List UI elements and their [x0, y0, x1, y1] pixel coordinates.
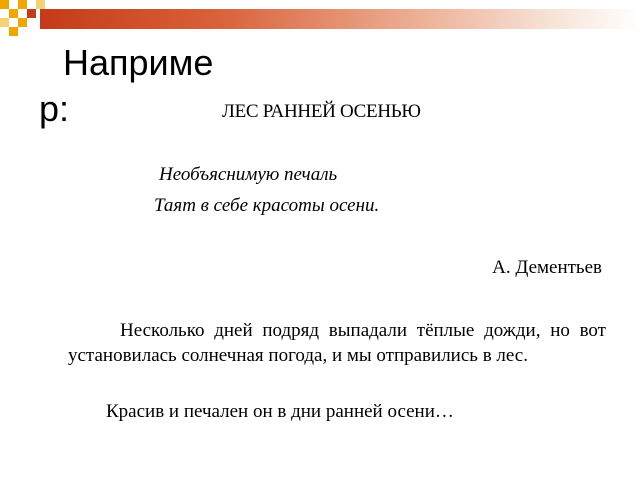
- header-gradient-bar: [40, 9, 640, 29]
- decor-square: [18, 0, 27, 9]
- epigraph-author: А. Дементьев: [492, 257, 602, 278]
- decor-square: [36, 0, 45, 9]
- decor-square: [27, 9, 36, 18]
- epigraph-line-2: Таят в себе красоты осени.: [154, 195, 380, 216]
- decor-square: [0, 0, 9, 9]
- decor-square: [9, 9, 18, 18]
- decor-square: [0, 18, 9, 27]
- decor-square: [9, 27, 18, 36]
- body-paragraph-2: Красив и печален он в дни ранней осени…: [106, 401, 454, 422]
- body-paragraph-1: Несколько дней подряд выпадали тёплые дожди, но вот установилась солнечная погода, и мы отправились в лес.: [68, 320, 606, 366]
- poem-title: ЛЕС РАННЕЙ ОСЕНЬЮ: [222, 101, 421, 122]
- slide-title: Например:: [39, 42, 214, 129]
- decor-square: [18, 18, 27, 27]
- epigraph-line-1: Необъяснимую печаль: [159, 164, 338, 185]
